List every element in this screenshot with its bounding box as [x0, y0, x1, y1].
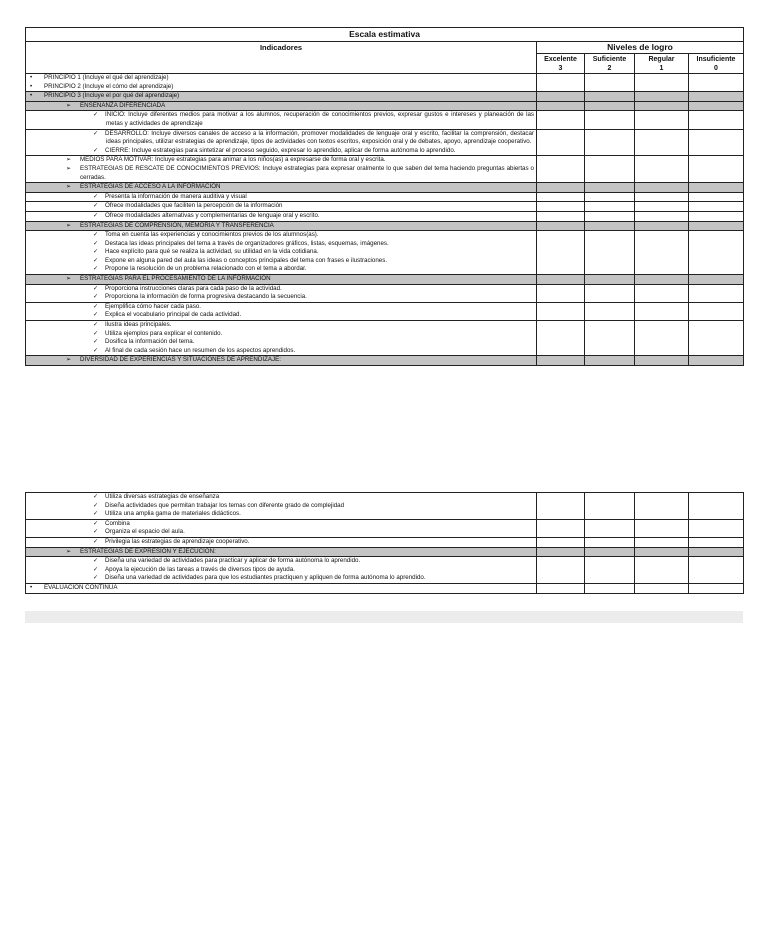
check-icon: ✓	[93, 211, 99, 219]
indicator-acceso-2: ✓ Ofrece modalidades que faciliten la percepción de la información	[26, 202, 537, 212]
indicator-acceso-3: ✓ Ofrece modalidades alternativas y complementarias de lenguaje oral y escrito.	[26, 211, 537, 221]
check-icon: ✓	[93, 557, 99, 565]
check-icon: ✓	[93, 574, 99, 582]
level-header-suficiente: Suficiente 2	[585, 54, 635, 74]
check-icon: ✓	[93, 192, 99, 200]
check-icon: ✓	[93, 311, 99, 319]
check-icon: ✓	[93, 302, 99, 310]
indicator-comprension-list: ✓ Toma en cuenta las experiencias y conocimientos previos de los alumnos(as). ✓ Destaca las ideas principales del tema a través de organizadores gráficos, listas, esquemas, imágenes. ✓ Hace explícito para qué se realiza la actividad, su utilidad en la vida cotidiana. ✓ Expone en alguna pared del aula las ideas o conceptos principales del tema con frases e ilustraciones. ✓ Propone la resolución de un problema relacionado con el tema a abordar.	[26, 231, 537, 275]
check-icon: ✓	[93, 284, 99, 292]
indicator-diversidad-2: ✓ Combina ✓ Organiza el espacio del aula.	[26, 519, 537, 537]
check-icon: ✓	[93, 519, 99, 527]
principio-2: • PRINCIPIO 2 (Incluye el cómo del aprendizaje)	[30, 82, 174, 90]
arrow-bullet-icon: ➢	[66, 101, 72, 109]
evaluacion-continua: • EVALUACIÓN CONTINUA	[26, 583, 537, 593]
check-icon: ✓	[93, 129, 99, 137]
indicator-expresion-list: ✓ Diseña una variedad de actividades para practicar y aplicar de forma autónoma lo aprendido. ✓ Apoya la ejecución de las tareas a través de diversos tipos de ayuda. ✓ Diseña una variedad de actividades para que los estudiantes practiquen y apliquen de forma autónoma lo aprendido.	[26, 557, 537, 584]
indicator-diversidad-3: ✓ Privilegia las estrategias de aprendizaje cooperativo.	[26, 537, 537, 547]
check-icon: ✓	[93, 231, 99, 239]
section-procesamiento: ➢ ESTRATEGIAS PARA EL PROCESAMIENTO DE LA INFORMACIÓN	[26, 275, 537, 285]
section-expresion-ejecucion: ➢ ESTRATEGIAS DE EXPRESIÓN Y EJECUCIÓN:	[26, 547, 537, 557]
check-icon: ✓	[93, 293, 99, 301]
arrow-bullet-icon: ➢	[66, 183, 72, 191]
niveles-header: Niveles de logro	[537, 42, 744, 54]
bullet-icon: •	[30, 82, 33, 90]
arrow-bullet-icon: ➢	[66, 221, 72, 229]
check-icon: ✓	[93, 146, 99, 154]
check-icon: ✓	[93, 338, 99, 346]
check-icon: ✓	[93, 321, 99, 329]
section-comprension: ➢ ESTRATEGIAS DE COMPRENSIÓN, MEMORIA Y TRANSFERENCIA	[26, 221, 537, 231]
indicator-diversidad-1: ✓ Utiliza diversas estrategias de enseñanza ✓ Diseña actividades que permitan trabajar los temas con diferente grado de complejidad ✓ Utiliza una amplia gama de materiales didácticos.	[26, 493, 537, 520]
indicator-procesamiento-2: ✓ Ejemplifica cómo hacer cada paso. ✓ Explica el vocabulario principal de cada actividad.	[26, 302, 537, 320]
arrow-bullet-icon: ➢	[66, 156, 72, 164]
indicadores-header: Indicadores	[26, 42, 537, 74]
arrow-bullet-icon: ➢	[66, 547, 72, 555]
check-icon: ✓	[93, 256, 99, 264]
indicator-acceso-1: ✓ Presenta la información de manera auditiva y visual	[26, 192, 537, 202]
principio-3: • PRINCIPIO 3 (Incluye el por qué del aprendizaje)	[26, 92, 537, 102]
check-icon: ✓	[93, 510, 99, 518]
indicator-procesamiento-3: ✓ Ilustra ideas principales. ✓ Utiliza ejemplos para explicar el contenido. ✓ Dosifica la información del tema. ✓ Al final de cada sesión hace un resumen de los aspectos aprendidos.	[26, 321, 537, 356]
indicator-desarrollo-cierre: ✓ DESARROLLO: Incluye diversos canales de acceso a la información, promover modalidades de lenguaje oral y escrito, facilitar la comprensión, destacar ideas principales, utilizar estrategias de aprendizaje, tipos de actividades con textos escritos, exposición oral y de debates, apoyo, aprendizaje cooperativo. ✓ CIERRE: Incluye estrategias para sintetizar el proceso seguido, expresar lo aprendido, aplicar de forma autónoma lo aprendido.	[26, 129, 537, 156]
check-icon: ✓	[93, 493, 99, 500]
check-icon: ✓	[93, 565, 99, 573]
rating-scale-table-part1	[25, 27, 744, 366]
check-icon: ✓	[93, 265, 99, 273]
check-icon: ✓	[93, 537, 99, 545]
check-icon: ✓	[93, 329, 99, 337]
indicator-medios-rescate: ➢ MEDIOS PARA MOTIVAR: Incluye estrategias para animar a los niños(as) a expresarse de forma oral y escrita. ➢ ESTRATEGIAS DE RESCATE DE CONOCIMIENTOS PREVIOS: Incluye estrategias para expresar oralmente lo que saben del tema haciendo preguntas abiertas o cerradas.	[26, 156, 537, 183]
bullet-icon: •	[30, 583, 33, 591]
section-diversidad: ➢ DIVERSIDAD DE EXPERIENCIAS Y SITUACIONES DE APRENDIZAJE:	[26, 356, 537, 366]
principios-cell	[26, 74, 537, 92]
check-icon: ✓	[93, 528, 99, 536]
indicator-procesamiento-1: ✓ Proporciona instrucciones claras para cada paso de la actividad. ✓ Proporciona la información de forma progresiva destacando la secuencia.	[26, 284, 537, 302]
check-icon: ✓	[93, 248, 99, 256]
check-icon: ✓	[93, 501, 99, 509]
arrow-bullet-icon: ➢	[66, 275, 72, 283]
section-acceso-informacion: ➢ ESTRATEGIAS DE ACCESO A LA INFORMACIÓN	[26, 183, 537, 193]
arrow-bullet-icon: ➢	[66, 356, 72, 364]
bullet-icon: •	[30, 74, 33, 81]
level-header-insuficiente: Insuficiente 0	[689, 54, 744, 74]
bullet-icon: •	[30, 92, 33, 100]
rating-scale-table-part2	[25, 492, 744, 594]
level-header-excelente: Excelente 3	[537, 54, 585, 74]
check-icon: ✓	[93, 202, 99, 210]
principio-1: • PRINCIPIO 1 (Incluye el qué del aprendizaje)	[30, 74, 169, 81]
table-footer-shade	[25, 611, 743, 623]
table-title: Escala estimativa	[26, 28, 744, 42]
indicator-inicio: ✓ INICIO: Incluye diferentes medios para motivar a los alumnos, recuperación de conocimientos previos, expresar gustos e intereses y planeación de las metas y actividades de aprendizaje	[26, 111, 537, 129]
check-icon: ✓	[93, 346, 99, 354]
check-icon: ✓	[93, 239, 99, 247]
section-ensenanza-diferenciada: ➢ ENSEÑANZA DIFERENCIADA	[26, 101, 537, 111]
check-icon: ✓	[93, 111, 99, 119]
arrow-bullet-icon: ➢	[66, 164, 72, 172]
level-header-regular: Regular 1	[635, 54, 689, 74]
